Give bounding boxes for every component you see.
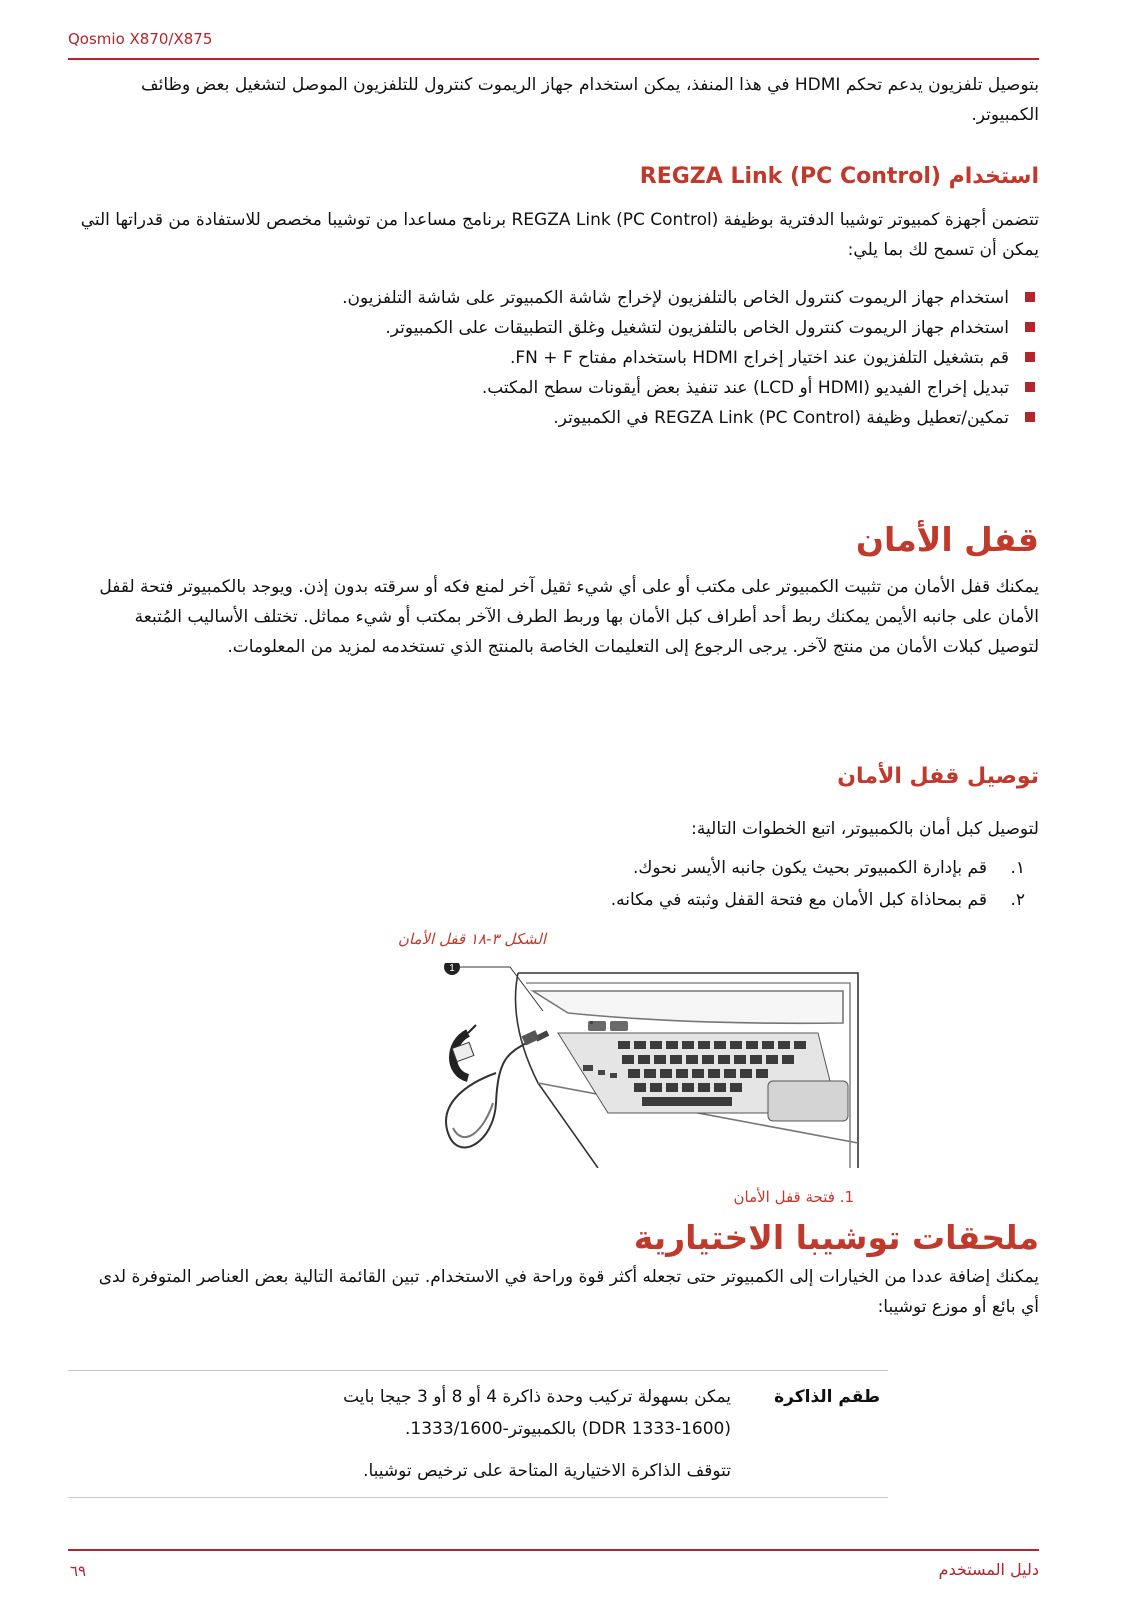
bullet-item <box>259 373 1039 403</box>
intro-text: بتوصيل تلفزيون يدعم تحكم HDMI في هذا المنفذ، يمكن استخدام جهاز الريموت كنترول للتلفزيون الموصل لتشغيل بعض وظائف الكمبيوتر. <box>141 75 1039 125</box>
bullet-square-icon <box>1025 352 1035 362</box>
connect-intro-text: لتوصيل كبل أمان بالكمبيوتر، اتبع الخطوات التالية: <box>691 819 1039 839</box>
security-lock-illustration <box>438 963 888 1168</box>
intro-paragraph <box>79 70 1039 130</box>
step-text: قم بإدارة الكمبيوتر بحيث يكون جانبه الأيسر نحوك. <box>632 858 987 878</box>
callout-number: 1 <box>449 963 455 974</box>
lock-heading: قفل الأمان <box>855 520 1039 559</box>
regza-bullet-list <box>259 283 1039 433</box>
accessories-text: يمكنك إضافة عددا من الخيارات إلى الكمبيوتر حتى تجعله أكثر قوة وراحة في الاستخدام. تبين القائمة التالية بعض العناصر المتوفرة لدى أي بائع أو موزع توشيبا: <box>98 1267 1039 1317</box>
accessories-table <box>68 1370 888 1498</box>
bullet-item <box>259 343 1039 373</box>
bullet-item <box>259 283 1039 313</box>
header-rule <box>68 58 1039 60</box>
step-number: ٢. <box>1010 890 1025 910</box>
bullet-square-icon <box>1025 382 1035 392</box>
table-term: طقم الذاكرة <box>774 1387 880 1407</box>
bullet-text: تمكين/تعطيل وظيفة (PC Control) REGZA Link في الكمبيوتر. <box>553 408 1009 428</box>
table-desc-line: (DDR 1333-1600) بالكمبيوتر-1333/1600. <box>404 1419 731 1439</box>
regza-text: تتضمن أجهزة كمبيوتر توشيبا الدفترية بوظيفة REGZA Link (PC Control) برنامج مساعدا من توشيبا مخصص للاستفادة من قدراتها التي يمكن أن تسمح لك بما يلي: <box>80 210 1039 260</box>
step-item <box>139 852 1039 884</box>
bullet-square-icon <box>1025 412 1035 422</box>
bullet-square-icon <box>1025 292 1035 302</box>
connect-intro <box>139 814 1039 844</box>
bullet-text: استخدام جهاز الريموت كنترول الخاص بالتلفزيون لتشغيل وغلق التطبيقات على الكمبيوتر. <box>385 318 1009 338</box>
regza-heading: استخدام REGZA Link (PC Control) <box>639 164 1039 189</box>
bullet-item <box>259 313 1039 343</box>
bullet-item <box>259 403 1039 433</box>
step-text: قم بمحاذاة كبل الأمان مع فتحة القفل وثبته في مكانه. <box>610 890 987 910</box>
lock-paragraph <box>79 572 1039 662</box>
connect-heading: توصيل قفل الأمان <box>837 764 1039 789</box>
table-row <box>68 1371 888 1498</box>
accessories-paragraph <box>79 1262 1039 1322</box>
figure-legend: 1. فتحة قفل الأمان <box>733 1188 854 1206</box>
lock-text: يمكنك قفل الأمان من تثبيت الكمبيوتر على مكتب أو على أي شيء ثقيل آخر لمنع فكه أو سرقته بدون إذن. ويوجد بالكمبيوتر فتحة لقفل الأمان على جانبه الأيمن يمكنك ربط أحد أطراف كبل الأمان بها وربط الطرف الآخر بمكتب أو شيء مماثل. تختلف الأساليب المُتبعة لتوصيل كبلات الأمان من منتج لآخر. يرجى الرجوع إلى التعليمات الخاصة بالمنتج الذي تستخدمه لمزيد من المعلومات. <box>99 577 1039 657</box>
bullet-text: قم بتشغيل التلفزيون عند اختيار إخراج HDMI باستخدام مفتاح FN + F. <box>509 348 1009 368</box>
table-desc-line: تتوقف الذاكرة الاختيارية المتاحة على ترخيص توشيبا. <box>363 1461 731 1481</box>
footer-guide-title: دليل المستخدم <box>938 1560 1039 1579</box>
table-desc-line: يمكن بسهولة تركيب وحدة ذاكرة 4 أو 8 أو 3 جيجا بايت <box>343 1387 731 1407</box>
bullet-text: استخدام جهاز الريموت كنترول الخاص بالتلفزيون لإخراج شاشة الكمبيوتر على شاشة التلفزيون. <box>342 288 1009 308</box>
bullet-square-icon <box>1025 322 1035 332</box>
footer-rule <box>68 1549 1039 1551</box>
step-item <box>139 884 1039 916</box>
step-number: ١. <box>1010 858 1025 878</box>
regza-paragraph <box>79 205 1039 265</box>
header-model: Qosmio X870/X875 <box>68 30 213 48</box>
table-desc <box>68 1371 739 1498</box>
connect-steps <box>139 852 1039 916</box>
figure-caption: الشكل ٣-١٨ قفل الأمان <box>397 930 546 948</box>
accessories-heading: ملحقات توشيبا الاختيارية <box>633 1218 1039 1257</box>
page-number: ٦٩ <box>70 1562 87 1580</box>
bullet-text: تبديل إخراج الفيديو (HDMI أو LCD) عند تنفيذ بعض أيقونات سطح المكتب. <box>481 378 1009 398</box>
